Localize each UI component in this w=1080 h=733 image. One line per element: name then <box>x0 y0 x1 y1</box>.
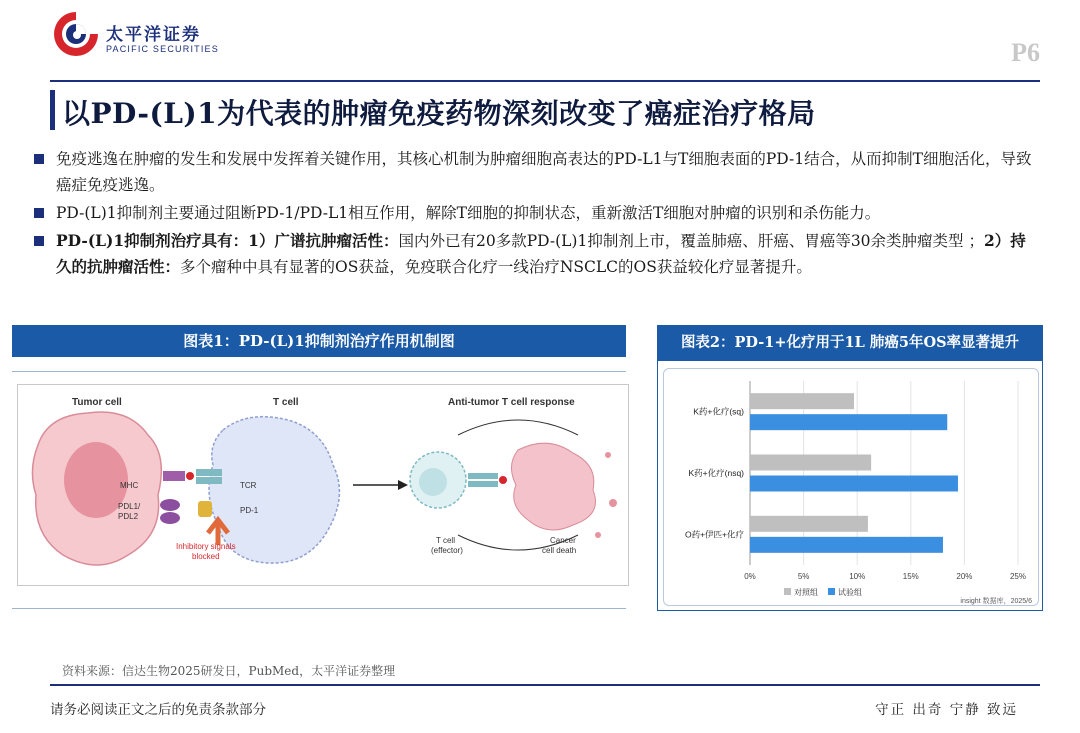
bar-treatment <box>750 414 947 430</box>
figure1-bottom-divider <box>12 608 626 609</box>
bullet-item <box>34 200 1034 226</box>
pd1-receptor <box>198 501 212 517</box>
category-label: K药+化疗(nsq) <box>688 468 744 478</box>
label-response: Anti-tumor T cell response <box>448 397 575 408</box>
bar-control <box>750 516 868 532</box>
bullet-text: 国内外已有20多款PD-(L)1抑制剂上市，覆盖肺癌、肝癌、胃癌等30余类肿瘤类型 ； <box>398 232 984 250</box>
bullet-square-icon <box>34 154 44 164</box>
label-pdl2: PDL2 <box>118 512 139 521</box>
legend-label: 对照组 <box>794 588 818 597</box>
footer-disclaimer: 请务必阅读正文之后的免责条款部分 <box>50 702 266 718</box>
bar-treatment <box>750 537 943 553</box>
logo-icon <box>52 10 100 58</box>
category-label: O药+伊匹+化疗 <box>684 529 744 540</box>
bullet-bold-lead: PD-(L)1抑制剂治疗具有：1）广谱抗肿瘤活性： <box>56 231 399 250</box>
os-bar-chart <box>663 368 1039 606</box>
debris-dot <box>605 452 611 458</box>
title-accent <box>50 90 55 130</box>
figure1-title: 图表1：PD-(L)1抑制剂治疗作用机制图 <box>12 325 626 357</box>
label-mhc: MHC <box>120 481 139 490</box>
watermark-text: insight 数据库，2025/6 <box>960 598 1032 605</box>
synapse-receptor <box>468 481 498 487</box>
label-effector-2: (effector) <box>431 546 463 555</box>
label-blocked: blocked <box>192 552 220 561</box>
antigen-dot <box>186 472 194 480</box>
legend-swatch <box>784 588 791 595</box>
label-tcr: TCR <box>240 481 257 490</box>
x-tick-label: 25% <box>1009 572 1027 581</box>
bullet-item <box>34 228 1034 280</box>
bullet-square-icon <box>34 236 44 246</box>
footer-motto: 守正 出奇 宁静 致远 <box>875 702 1018 718</box>
source-note: 资料来源：信达生物2025研发日，PubMed，太平洋证券整理 <box>62 664 396 678</box>
mechanism-diagram <box>17 384 629 586</box>
bar-control <box>750 455 871 471</box>
tcr-receptor <box>196 469 222 476</box>
mhc-receptor <box>163 471 185 481</box>
label-pd1: PD-1 <box>240 506 259 515</box>
x-tick-label: 5% <box>797 572 810 581</box>
footer-divider <box>50 684 1040 686</box>
label-cancer-2: cell death <box>542 546 577 555</box>
label-tumor-cell: Tumor cell <box>72 397 122 408</box>
legend-swatch <box>828 588 835 595</box>
bullet-text: 免疫逃逸在肿瘤的发生和发展中发挥着关键作用，其核心机制为肿瘤细胞高表达的PD-L1与T细胞表面的PD-1结合，从而抑制T细胞活化，导致癌症免疫逃逸。 <box>56 150 1032 194</box>
page-title: 以PD-(L)1为代表的肿瘤免疫药物深刻改变了癌症治疗格局 <box>62 97 816 130</box>
antigen-dot <box>499 476 507 484</box>
page-number: P6 <box>1011 38 1040 67</box>
brand-name-en: PACIFIC SECURITIES <box>106 44 219 54</box>
label-effector-1: T cell <box>436 536 455 545</box>
bullet-text: 多个瘤种中具有显著的OS获益，免疫联合化疗一线治疗NSCLC的OS获益较化疗显著提升。 <box>180 258 812 276</box>
legend-label: 试验组 <box>838 588 862 597</box>
label-t-cell: T cell <box>273 397 299 408</box>
debris-dot <box>595 532 601 538</box>
x-tick-label: 0% <box>744 572 756 581</box>
label-inhibitory: Inhibitory signals <box>176 542 236 551</box>
dying-cancer-cell <box>511 443 595 530</box>
x-tick-label: 15% <box>902 572 919 581</box>
label-pdl1: PDL1/ <box>118 502 141 511</box>
figure2-title: 图表2：PD-1+化疗用于1L 肺癌5年OS率显著提升 <box>657 325 1043 361</box>
bullet-bold-lead: 2）持久的抗肿瘤活性： <box>56 231 1026 276</box>
x-tick-label: 20% <box>956 572 973 581</box>
bar-control <box>750 393 854 409</box>
arrow-head-icon <box>398 480 408 490</box>
brand-name: 太平洋证券 <box>106 25 201 45</box>
x-tick-label: 10% <box>849 572 866 581</box>
cycle-arrow <box>458 420 578 435</box>
pdl1-receptor <box>160 512 180 524</box>
category-label: K药+化疗(sq) <box>693 406 744 417</box>
bullet-square-icon <box>34 208 44 218</box>
bullet-item <box>34 146 1034 198</box>
tcr-receptor <box>196 477 222 484</box>
label-cancer-1: Cancer <box>550 536 576 545</box>
bullet-text: PD-(L)1抑制剂主要通过阻断PD-1/PD-L1相互作用，解除T细胞的抑制状态，重新激活T细胞对肿瘤的识别和杀伤能力。 <box>56 204 881 222</box>
figure1-divider <box>12 371 626 372</box>
header-divider <box>50 80 1040 82</box>
pdl1-receptor <box>160 499 180 511</box>
chart-canvas <box>664 369 1038 605</box>
effector-nucleus <box>419 468 447 496</box>
bar-treatment <box>750 476 958 492</box>
bullet-list <box>34 146 1034 282</box>
synapse-receptor <box>468 473 498 479</box>
debris-dot <box>609 499 617 507</box>
